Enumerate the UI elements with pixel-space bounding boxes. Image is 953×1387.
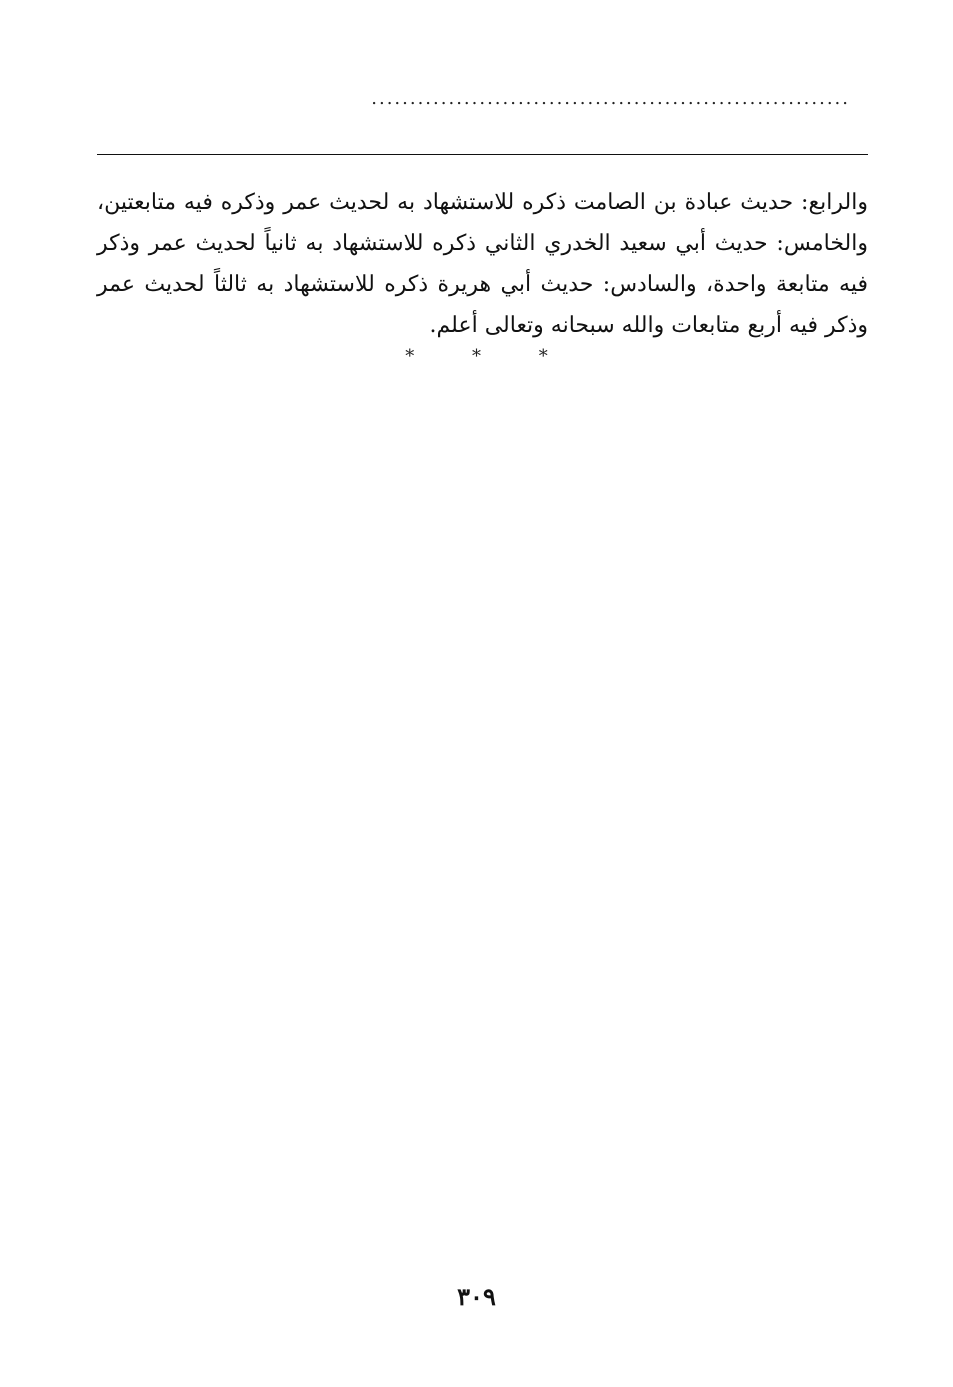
footnote-separator-rule (97, 154, 868, 155)
page-number: ٣٠٩ (457, 1282, 496, 1311)
footnote-dotted-line: .............................................................. (371, 88, 850, 108)
main-text-block (97, 182, 868, 346)
asterisk-separator: * * * (405, 346, 574, 367)
main-paragraph: والرابع: حديث عبادة بن الصامت ذكره للاستشهاد به لحديث عمر وذكره فيه متابعتين، والخامس: حديث أبي سعيد الخدري الثاني ذكره للاستشهاد به ثانياً لحديث عمر وذكر فيه متابعة واحدة، والسادس: حديث أبي هريرة ذكره للاستشهاد به ثالثاً لحديث عمر وذكر فيه أربع متابعات والله سبحانه وتعالى أعلم. (97, 190, 868, 338)
